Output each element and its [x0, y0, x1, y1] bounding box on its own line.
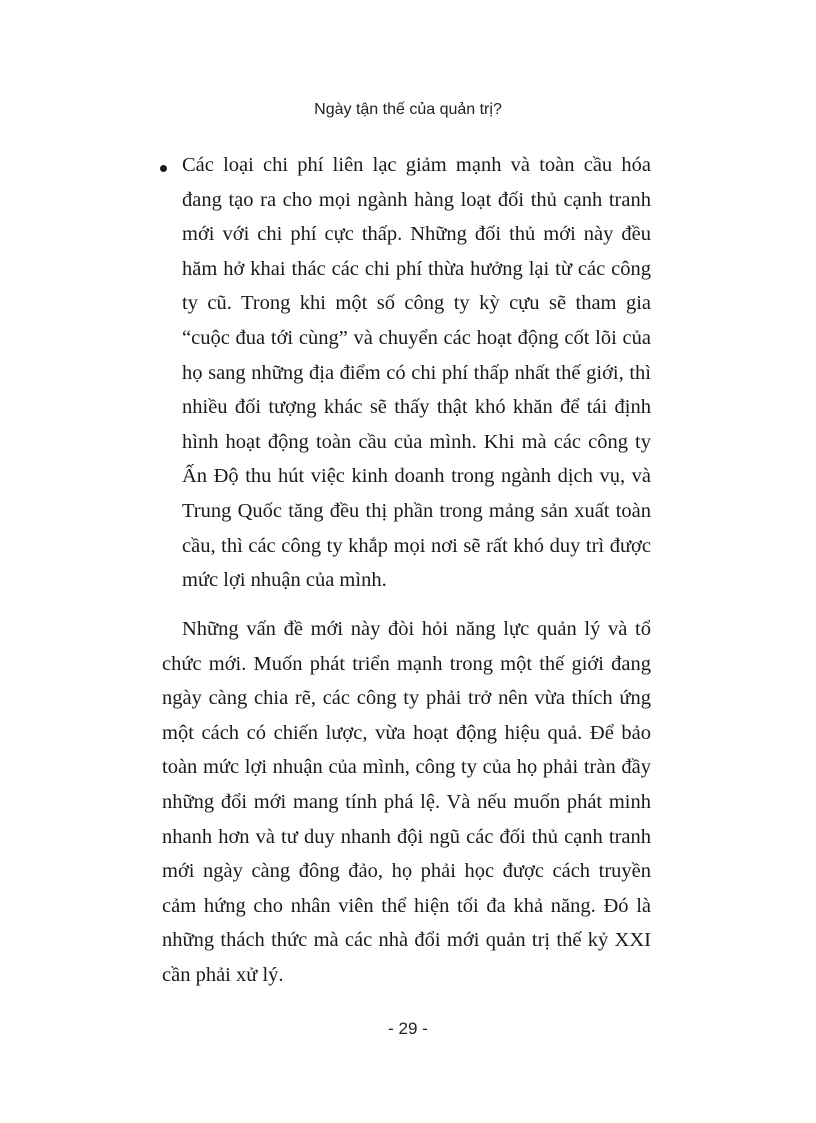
- body-paragraph: Những vấn đề mới này đòi hỏi năng lực quản lý và tổ chức mới. Muốn phát triển mạnh trong một thế giới đang ngày càng chia rẽ, các công ty phải trở nên vừa thích ứng một cách có chiến lược, vừa hoạt động hiệu quả. Để bảo toàn mức lợi nhuận của mình, công ty của họ phải tràn đầy những đổi mới mang tính phá lệ. Và nếu muốn phát minh nhanh hơn và tư duy nhanh đội ngũ các đối thủ cạnh tranh mới ngày càng đông đảo, họ phải học được cách truyền cảm hứng cho nhân viên thể hiện tối đa khả năng. Đó là những thách thức mà các nhà đổi mới quản trị thế kỷ XXI cần phải xử lý.: [162, 618, 651, 986]
- bullet-icon: [160, 165, 167, 172]
- running-header: Ngày tận thế của quản trị?: [314, 101, 502, 118]
- bullet-list-item: [182, 148, 651, 598]
- page-number: - 29 -: [388, 1019, 428, 1038]
- bullet-text: Các loại chi phí liên lạc giảm mạnh và toàn cầu hóa đang tạo ra cho mọi ngành hàng loạt đối thủ cạnh tranh mới với chi phí cực thấp. Những đối thủ mới này đều hăm hở khai thác các chi phí thừa hưởng lại từ các công ty cũ. Trong khi một số công ty kỳ cựu sẽ tham gia “cuộc đua tới cùng” và chuyển các hoạt động cốt lõi của họ sang những địa điểm có chi phí thấp nhất thế giới, thì nhiều đối tượng khác sẽ thấy thật khó khăn để tái định hình hoạt động toàn cầu của mình. Khi mà các công ty Ấn Độ thu hút việc kinh doanh trong ngành dịch vụ, và Trung Quốc tăng đều thị phần trong mảng sản xuất toàn cầu, thì các công ty khắp mọi nơi sẽ rất khó duy trì được mức lợi nhuận của mình.: [182, 154, 651, 592]
